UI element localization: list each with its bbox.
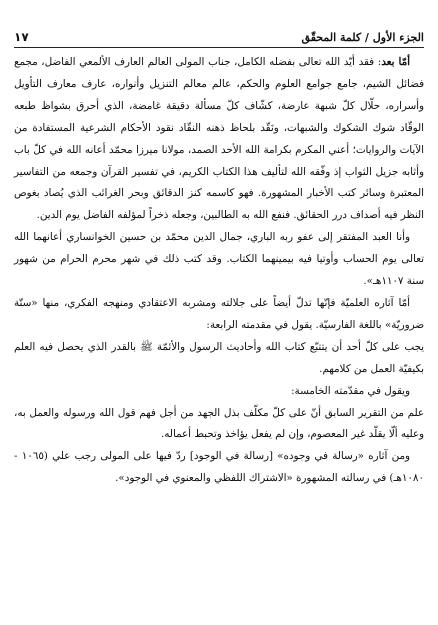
paragraph bbox=[14, 337, 424, 381]
paragraph bbox=[14, 293, 424, 337]
page-body bbox=[14, 52, 424, 621]
paragraph-lead: أمّا بعد bbox=[381, 56, 410, 68]
paragraph bbox=[14, 446, 424, 490]
paragraph-text: أمّا آثاره العلميّة فإنّها تدلّ أيضاً على جلالته ومشربه الاعتقادي ومنهجه الفكري، منها «ستّة ضروريّة» باللغة الفارسيّة. يقول في مقدمته الرابعة: bbox=[14, 296, 424, 331]
paragraph-text: : فقد أيّد الله تعالى بفضله الكامل، جناب المولى العالم العارف الألمعي الفاضل، مجمع فضائل الشيم، جامع جوامع العلوم والحكم، عالم معالم التنزيل وأنواره، عارف معارف التأويل وأسراره، حلّال كلّ شبهة عارضة، كشّاف كلّ مسألة دقيقة غامضة، الذي أحرق بشواظ طبعه الوقّاد شوك الشكوك والشبهات، ونَقّد بلحاظ ذهنه النقّاد نقود الأحكام الشرعية المستفادة من الآيات والروايات؛ أعني المكرم بكرامة الله الأحد الصمد، مولانا ميرزا محمّد أعانه الله في كلّ باب وأثابه جزيل الثواب إذ وفّقه الله لتأليف هذا الكتاب الكريم، في تفسير القرآن وجمعه من التفاسير المعتبرة وسائر كتب الأخبار المشهورة. فهو كاسمه كنز الدقائق وبحر الغرائب الذي يُصاد بغوص النظر فيه أصداف درر الحقائق. فنفع الله به الطالبين، وجعله ذخراً لمؤلفه الفاضل يوم الدين. bbox=[14, 56, 424, 222]
header-rule bbox=[14, 47, 424, 48]
paragraph bbox=[14, 403, 424, 447]
paragraph bbox=[14, 381, 424, 403]
paragraph-text: علم من التقرير السابق أنّ على كلّ مكلّف بذل الجهد من أجل فهم قول الله ورسوله والعمل به، وعليه ألّا يقلّد غير المعصوم، وإن لم يفعل يؤاخذ وتحبط أعماله. bbox=[14, 406, 424, 441]
paragraph-text: وأنا العبد المفتقر إلى عفو ربه الباري، جمال الدين محمّد بن حسين الخوانساري أعانهما الله تعالى يوم الحساب وأوتيا فيه بيمينهما الكتاب. وقد كتب ذلك في شهر محرم الحرام من شهور سنة ١١٠٧هـ». bbox=[14, 231, 424, 288]
running-header bbox=[14, 22, 424, 44]
paragraph-text: ومن آثاره «رسالة في وجوده» [رسالة في الوجود] ردّ فيها على المولى رجب علي (١٠٦٥ - ١٠٨٠هـ) في رسالته المشهورة «الاشتراك اللفظي والمعنوي في الوجود». bbox=[14, 450, 424, 485]
header-title: الجزء الأول / كلمة المحقّق bbox=[301, 31, 424, 44]
paragraph-text: ويقول في مقدّمته الخامسة: bbox=[291, 384, 410, 397]
page-number: ١٧ bbox=[14, 30, 29, 44]
paragraph bbox=[14, 52, 424, 227]
paragraph bbox=[14, 227, 424, 293]
paragraph-text: يجب على كلّ أحد أن يتتبّع كتاب الله وأحاديث الرسول والأئمّة ﷺ بالقدر الذي يحصل فيه العلم بكيفيّة العمل من كلامهم. bbox=[14, 340, 424, 375]
